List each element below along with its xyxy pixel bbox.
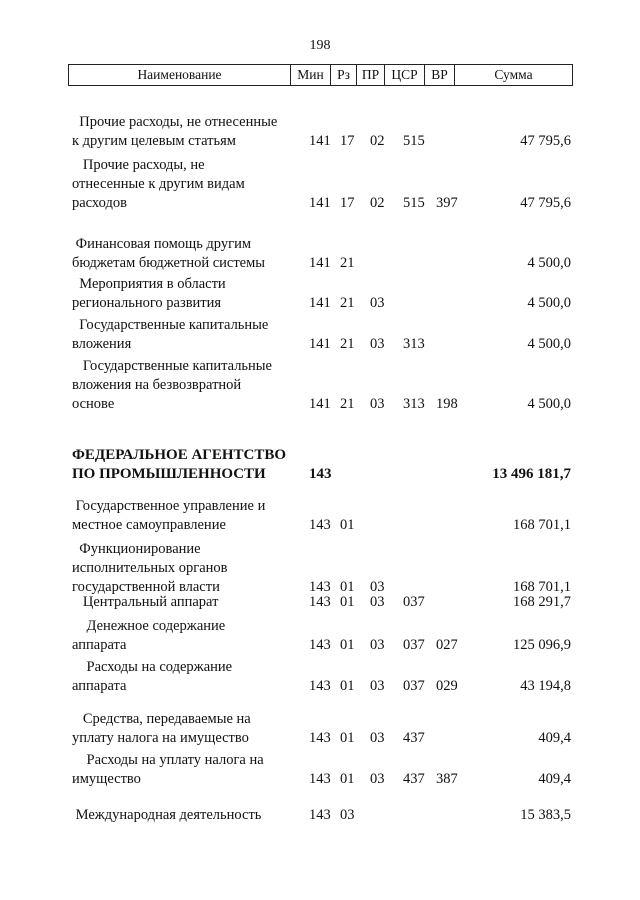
row-name [72,113,298,151]
header-csr: ЦСР [385,65,425,85]
header-pr: ПР [357,65,385,85]
cell-min: 143 [309,678,331,694]
row-name-line: имущество [72,771,141,787]
cell-sum: 47 795,6 [520,195,571,211]
cell-vr: 387 [436,771,458,787]
cell-sum: 168 701,1 [513,579,571,595]
cell-pr: 03 [370,295,385,311]
row-name-line: Центральный аппарат [72,594,219,610]
header-name: Наименование [69,65,291,85]
row-name-line: Средства, передаваемые на [72,711,251,727]
cell-sum: 4 500,0 [527,336,571,352]
row-name-line: Расходы на уплату налога на [72,752,264,768]
row-name-line: Функционирование [72,541,201,557]
cell-vr: 198 [436,396,458,412]
cell-rz: 21 [340,396,355,412]
cell-min: 143 [309,517,331,533]
row-name-line: Расходы на содержание [72,659,233,675]
cell-pr: 03 [370,396,385,412]
row-name-line: ФЕДЕРАЛЬНОЕ АГЕНТСТВО [72,447,287,463]
cell-rz: 17 [340,195,355,211]
cell-sum: 47 795,6 [520,133,571,149]
cell-min: 141 [309,195,331,211]
cell-min: 143 [309,594,331,610]
cell-min: 143 [309,771,331,787]
row-name [72,751,298,789]
row-name-line: Международная деятельность [72,807,262,823]
cell-min: 143 [309,579,331,595]
row-name [72,235,298,273]
row-name-line: уплату налога на имущество [72,730,249,746]
row-name-line: бюджетам бюджетной системы [72,255,266,271]
cell-sum: 168 291,7 [513,594,571,610]
row-name [72,156,298,213]
cell-rz: 01 [340,579,355,595]
header-rz: Рз [331,65,357,85]
cell-csr: 313 [403,396,425,412]
table-header [68,64,573,86]
row-name-line: расходов [72,195,127,211]
row-name-line: Государственные капитальные [72,358,272,374]
header-vr: ВР [425,65,455,85]
cell-rz: 01 [340,771,355,787]
cell-rz: 01 [340,678,355,694]
cell-rz: 03 [340,807,355,823]
row-name [72,446,298,484]
row-name-line: основе [72,396,115,412]
row-name-line: Мероприятия в области [72,276,226,292]
cell-sum: 409,4 [538,771,571,787]
cell-vr: 397 [436,195,458,211]
cell-csr: 515 [403,133,425,149]
row-name [72,806,298,825]
row-name-line: регионального развития [72,295,222,311]
row-name-line: отнесенные к другим видам [72,176,245,192]
row-name [72,658,298,696]
cell-csr: 037 [403,637,425,653]
row-name [72,357,298,414]
cell-sum: 409,4 [538,730,571,746]
cell-pr: 03 [370,771,385,787]
row-name-line: к другим целевым статьям [72,133,236,149]
cell-pr: 03 [370,637,385,653]
row-name-line: Прочие расходы, не [72,157,205,173]
cell-rz: 01 [340,594,355,610]
cell-pr: 03 [370,730,385,746]
row-name [72,593,298,612]
cell-csr: 313 [403,336,425,352]
row-name-line: вложения [72,336,132,352]
cell-sum: 43 194,8 [520,678,571,694]
cell-csr: 037 [403,594,425,610]
row-name-line: Финансовая помощь другим [72,236,251,252]
cell-sum: 168 701,1 [513,517,571,533]
cell-rz: 21 [340,255,355,271]
row-name [72,710,298,748]
cell-pr: 02 [370,195,385,211]
row-name-line: Денежное содержание [72,618,226,634]
cell-sum: 15 383,5 [520,807,571,823]
row-name [72,540,298,597]
cell-vr: 029 [436,678,458,694]
cell-pr: 03 [370,336,385,352]
row-name-line: ПО ПРОМЫШЛЕННОСТИ [72,466,266,482]
cell-rz: 01 [340,637,355,653]
cell-min: 141 [309,396,331,412]
cell-min: 141 [309,133,331,149]
cell-csr: 437 [403,771,425,787]
row-name-line: государственной власти [72,579,220,595]
cell-sum: 4 500,0 [527,255,571,271]
cell-sum: 13 496 181,7 [492,466,571,482]
cell-rz: 21 [340,295,355,311]
row-name-line: аппарата [72,637,127,653]
cell-csr: 515 [403,195,425,211]
cell-min: 143 [309,466,332,482]
row-name-line: вложения на безвозвратной [72,377,242,393]
row-name [72,497,298,535]
cell-rz: 01 [340,730,355,746]
cell-csr: 037 [403,678,425,694]
row-name [72,316,298,354]
row-name-line: Прочие расходы, не отнесенные [72,114,278,130]
cell-min: 143 [309,730,331,746]
cell-vr: 027 [436,637,458,653]
cell-sum: 4 500,0 [527,295,571,311]
cell-rz: 01 [340,517,355,533]
row-name-line: Государственные капитальные [72,317,269,333]
cell-pr: 03 [370,594,385,610]
cell-min: 141 [309,336,331,352]
cell-sum: 4 500,0 [527,396,571,412]
row-name-line: местное самоуправление [72,517,226,533]
row-name-line: аппарата [72,678,127,694]
header-min: Мин [291,65,331,85]
cell-pr: 03 [370,579,385,595]
page-number: 198 [309,38,331,53]
cell-rz: 21 [340,336,355,352]
cell-csr: 437 [403,730,425,746]
cell-sum: 125 096,9 [513,637,571,653]
cell-min: 143 [309,807,331,823]
cell-pr: 03 [370,678,385,694]
cell-min: 141 [309,295,331,311]
cell-rz: 17 [340,133,355,149]
header-sum: Сумма [494,67,533,82]
row-name [72,617,298,655]
row-name-line: Государственное управление и [72,498,266,514]
cell-pr: 02 [370,133,385,149]
row-name [72,275,298,313]
row-name-line: исполнительных органов [72,560,228,576]
cell-min: 141 [309,255,331,271]
cell-min: 143 [309,637,331,653]
